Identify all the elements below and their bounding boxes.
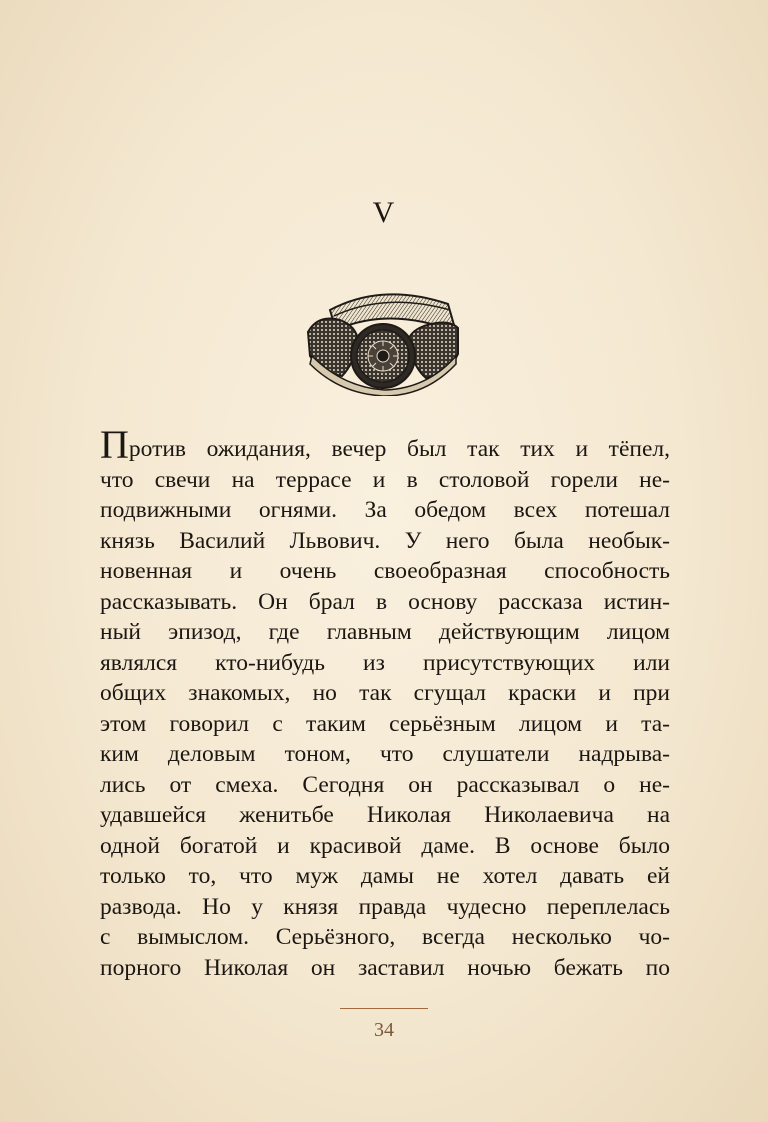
- text-line: рассказывать. Он брал в основу рассказа истин-: [100, 588, 670, 615]
- text-line: князь Василий Львович. У него была необык-: [100, 527, 670, 554]
- text-line: этом говорил с таким серьёзным лицом и та-: [100, 710, 670, 737]
- text-line: одной богатой и красивой даме. В основе было: [100, 832, 670, 859]
- ring-engraving-icon: [300, 280, 466, 396]
- text-line: только то, что муж дамы не хотел давать ей: [100, 863, 670, 889]
- text-line: развода. Но у князя правда чудесно переплелась: [100, 893, 670, 920]
- text-line: что свечи на террасе и в столовой горели не-: [100, 466, 670, 493]
- text-line: являлся кто-нибудь из присутствующих или: [100, 649, 670, 676]
- chapter-heading: V: [372, 196, 396, 229]
- body-text: [100, 422, 670, 983]
- text-line: удавшейся женитьбе Николая Николаевича на: [100, 802, 670, 828]
- text-line: с вымыслом. Серьёзного, всегда несколько чо-: [100, 924, 670, 950]
- text-line: общих знакомых, но так сгущал краски и при: [100, 680, 670, 706]
- text-line: Против ожидания, вечер был так тих и тёпел,: [100, 422, 670, 467]
- text-line: ким деловым тоном, что слушатели надрыва-: [100, 741, 670, 767]
- page-number: 34: [374, 1019, 394, 1041]
- footer-rule: [340, 1008, 428, 1009]
- text-line: ный эпизод, где главным действующим лицом: [100, 619, 670, 645]
- text-line: лись от смеха. Сегодня он рассказывал о не-: [100, 771, 670, 798]
- text-line: подвижными огнями. За обедом всех потешал: [100, 497, 670, 523]
- text-line: порного Николая он заставил ночью бежать по: [100, 954, 670, 981]
- text-line: новенная и очень своеобразная способность: [100, 558, 670, 584]
- drop-cap: П: [100, 422, 129, 467]
